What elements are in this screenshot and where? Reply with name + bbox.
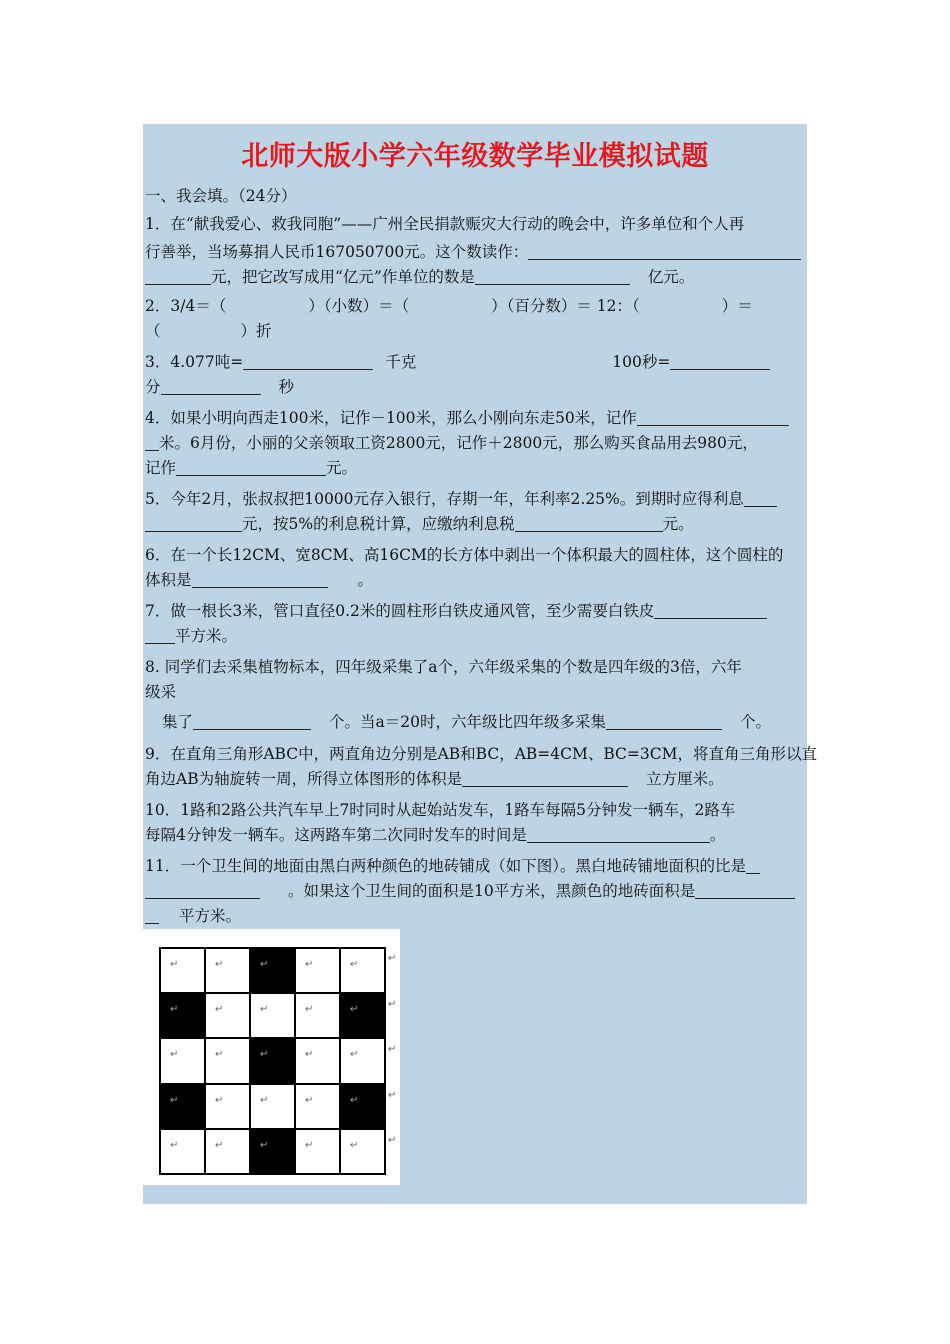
question-1-line-3: 元，把它改写成用“亿元”作单位的数是 亿元。 (145, 263, 815, 291)
black-tile (340, 1084, 385, 1129)
return-mark-icon: ↵ (305, 1049, 314, 1061)
answer-blank[interactable] (637, 407, 789, 426)
return-mark-icon: ↵ (260, 1094, 269, 1106)
question-5-line-1: 5．今年2月，张叔叔把10000元存入银行，存期一年，年利率2.25%。到期时应得利息 (145, 485, 815, 513)
return-mark-icon: ↵ (215, 959, 224, 970)
answer-blank[interactable] (462, 768, 628, 787)
black-tile (250, 1129, 295, 1174)
answer-blank[interactable] (192, 569, 328, 588)
question-6-line-2: 体积是 。 (145, 571, 374, 589)
white-tile (250, 993, 295, 1038)
black-tile (160, 1084, 205, 1129)
white-tile (205, 1084, 250, 1129)
white-tile (295, 1129, 340, 1174)
question-7-line-1: 7．做一根长3米，管口直径0.2米的圆柱形白铁皮通风管，至少需要白铁皮 (145, 597, 815, 625)
question-4-line-1: 4．如果小明向西走100米，记作－100米，那么小刚向东走50米，记作 (145, 404, 815, 432)
white-tile (205, 1129, 250, 1174)
return-mark-icon: ↵ (350, 1094, 359, 1106)
question-8-line-3: 集了 个。当a＝20时，六年级比四年级多采集 个。 (162, 713, 771, 731)
return-mark-icon: ↵ (350, 959, 359, 970)
answer-blank[interactable] (145, 513, 242, 532)
answer-blank[interactable] (744, 488, 777, 507)
white-tile (295, 948, 340, 993)
return-mark-icon: ↵ (305, 1139, 314, 1151)
answer-blank[interactable] (145, 880, 260, 899)
white-tile (160, 948, 205, 993)
white-tile (340, 1129, 385, 1174)
return-mark-icon: ↵ (305, 1094, 314, 1106)
return-mark-icon: ↵ (350, 1139, 359, 1151)
answer-blank[interactable] (527, 824, 710, 843)
tile-figure (143, 929, 400, 1185)
black-tile (250, 948, 295, 993)
question-1-line-2: 行善举，当场募捐人民币167050700元。这个数读作： (145, 238, 815, 266)
return-mark-icon: ↵ (170, 1049, 179, 1061)
answer-blank[interactable] (654, 600, 767, 619)
return-mark-icon: ↵ (170, 1004, 179, 1016)
return-mark-icon: ↵ (215, 1004, 224, 1016)
return-mark-icon: ↵ (388, 1135, 397, 1146)
tile-grid (159, 947, 386, 1175)
return-mark-icon: ↵ (170, 959, 179, 970)
black-tile (340, 993, 385, 1038)
white-tile (295, 1038, 340, 1083)
question-2-line-1: 2．3/4＝（ ）（小数）＝（ ）（百分数）＝ 12：（ ）＝ (145, 297, 753, 315)
return-mark-icon: ↵ (388, 998, 397, 1010)
return-mark-icon: ↵ (305, 1004, 314, 1016)
question-9-line-2: 角边AB为轴旋转一周，所得立体图形的体积是 立方厘米。 (145, 770, 724, 788)
question-3-line-1: 3．4.077吨= 千克 100秒= (145, 348, 815, 376)
return-mark-icon: ↵ (260, 1004, 269, 1016)
question-11-line-3: 平方米。 (145, 902, 815, 930)
white-tile (205, 948, 250, 993)
question-8-line-2: 级采 (145, 683, 177, 701)
answer-blank[interactable] (145, 905, 159, 924)
return-mark-icon: ↵ (170, 1094, 179, 1106)
page-title: 北师大版小学六年级数学毕业模拟试题 (241, 141, 709, 172)
question-6-line-1: 6．在一个长12CM、宽8CM、高16CM的长方体中剥出一个体积最大的圆柱体，这个圆柱的 (145, 546, 784, 564)
answer-blank[interactable] (145, 266, 211, 285)
section-heading: 一、我会填。（24分） (145, 187, 297, 205)
answer-blank[interactable] (606, 711, 722, 730)
answer-blank[interactable] (145, 432, 159, 451)
question-4-line-2: 米。6月份，小丽的父亲领取工资2800元，记作＋2800元，那么购买食品用去980元， (145, 429, 815, 457)
answer-blank[interactable] (528, 241, 801, 260)
return-mark-icon: ↵ (388, 1089, 397, 1101)
return-mark-icon: ↵ (388, 1044, 397, 1055)
return-mark-icon: ↵ (305, 959, 314, 970)
answer-blank[interactable] (161, 376, 261, 395)
return-mark-icon: ↵ (215, 1139, 224, 1151)
question-11-line-1: 11．一个卫生间的地面由黑白两种颜色的地砖铺成（如下图）。黑白地砖铺地面积的比是 (145, 852, 815, 880)
white-tile (340, 948, 385, 993)
white-tile (205, 993, 250, 1038)
return-mark-icon: ↵ (260, 1049, 269, 1061)
question-9-line-1: 9．在直角三角形ABC中，两直角边分别是AB和BC，AB=4CM、BC=3CM，将直角三角形以直 (145, 745, 817, 763)
white-tile (250, 1084, 295, 1129)
question-11-line-2: 。如果这个卫生间的面积是10平方米，黑颜色的地砖面积是 (145, 877, 815, 905)
white-tile (205, 1038, 250, 1083)
question-3-line-2: 分 秒 (145, 378, 295, 396)
black-tile (160, 993, 205, 1038)
answer-blank[interactable] (515, 513, 663, 532)
question-10-line-2: 每隔4分钟发一辆车。这两路车第二次同时发车的时间是 。 (145, 826, 726, 844)
question-7-line-2: 平方米。 (145, 622, 815, 650)
return-mark-icon: ↵ (215, 1094, 224, 1106)
white-tile (295, 993, 340, 1038)
return-mark-icon: ↵ (350, 1004, 359, 1016)
question-4-line-3: 记作 元。 (145, 459, 358, 477)
white-tile (160, 1129, 205, 1174)
return-mark-icon: ↵ (260, 959, 269, 970)
question-1-line-1: 1．在“献我爱心、救我同胞”——广州全民捐款赈灾大行动的晚会中，许多单位和个人再 (145, 215, 745, 233)
answer-blank[interactable] (176, 457, 326, 476)
black-tile (250, 1038, 295, 1083)
return-mark-icon: ↵ (260, 1139, 269, 1151)
answer-blank[interactable] (695, 880, 795, 899)
white-tile (340, 1038, 385, 1083)
white-tile (295, 1084, 340, 1129)
answer-blank[interactable] (193, 711, 311, 730)
answer-blank[interactable] (746, 855, 760, 874)
answer-blank[interactable] (475, 266, 630, 285)
answer-blank[interactable] (670, 351, 770, 370)
question-5-line-2: 元，按5%的利息税计算，应缴纳利息税 元。 (145, 510, 815, 538)
answer-blank[interactable] (145, 625, 175, 644)
return-mark-icon: ↵ (170, 1139, 179, 1151)
return-mark-icon: ↵ (388, 953, 397, 964)
question-2-line-2: （ ）折 (145, 322, 272, 340)
question-8-line-1: 8. 同学们去采集植物标本，四年级采集了a个，六年级采集的个数是四年级的3倍，六年 (145, 658, 742, 676)
return-mark-icon: ↵ (350, 1049, 359, 1061)
return-mark-icon: ↵ (215, 1049, 224, 1061)
white-tile (160, 1038, 205, 1083)
answer-blank[interactable] (243, 351, 373, 370)
question-10-line-1: 10．1路和2路公共汽车早上7时同时从起始站发车，1路车每隔5分钟发一辆车，2路车 (145, 801, 736, 819)
